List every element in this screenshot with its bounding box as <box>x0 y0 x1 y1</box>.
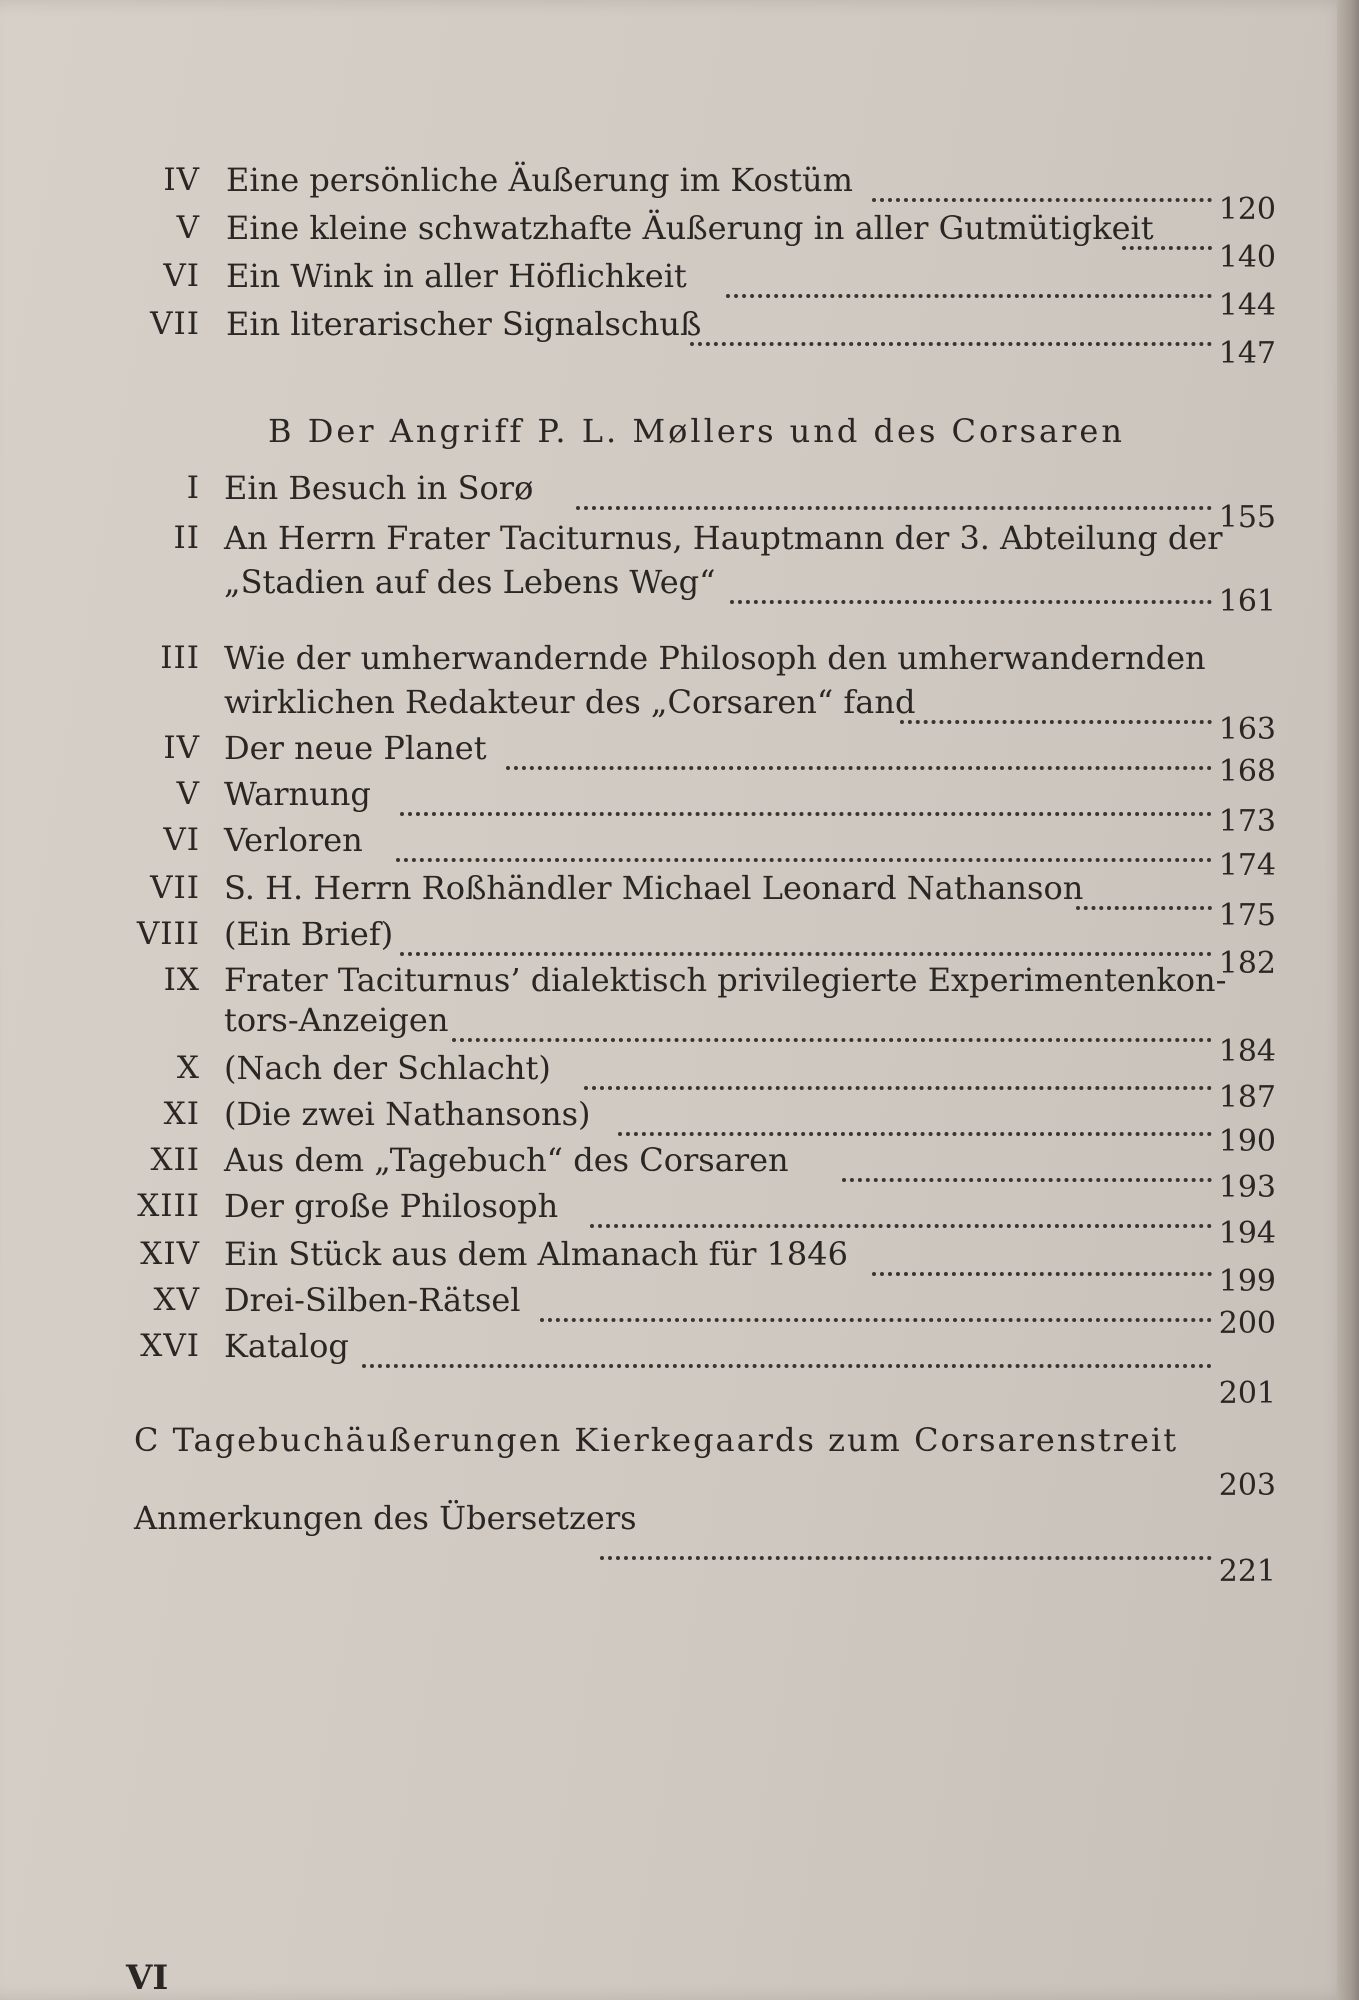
leader-dots <box>396 822 1212 862</box>
entry-title-line: An Herrn Frater Taciturnus, Hauptmann der 3. Abteilung der <box>224 519 1223 557</box>
entry-number: VII <box>150 306 200 342</box>
entry-title: Ein Stück aus dem Almanach für 1846 <box>224 1235 848 1273</box>
leader-dots <box>726 258 1212 298</box>
entry-number: V <box>176 210 200 246</box>
leader-dots <box>576 470 1212 510</box>
entry-number: IV <box>163 730 200 766</box>
entry-page: 120 <box>1218 192 1276 227</box>
toc-entry <box>0 469 1359 535</box>
entry-title: Katalog <box>224 1327 349 1365</box>
entry-page: 163 <box>1218 712 1276 747</box>
toc-entry <box>0 639 1359 747</box>
entry-title-line: tors-Anzeigen <box>224 1001 449 1039</box>
entry-number: I <box>186 470 200 506</box>
entry-number: IX <box>163 962 200 998</box>
entry-page: 190 <box>1218 1124 1276 1159</box>
leader-dots <box>540 1282 1212 1322</box>
entry-title: Warnung <box>224 775 371 813</box>
section-heading-c: C Tagebuchäußerungen Kierkegaards zum Corsarenstreit <box>134 1421 1179 1459</box>
section-heading-b: B Der Angriff P. L. Møllers und des Corsaren <box>268 412 1125 450</box>
entry-page: 203 <box>1218 1468 1276 1503</box>
entry-title: (Die zwei Nathansons) <box>224 1095 591 1133</box>
entry-title: Anmerkungen des Übersetzers <box>134 1499 637 1537</box>
leader-dots <box>1122 210 1212 250</box>
entry-number: X <box>176 1050 200 1086</box>
toc-entry-notes <box>0 1499 1359 1589</box>
leader-dots <box>900 684 1212 724</box>
leader-dots <box>872 162 1212 202</box>
entry-number: III <box>160 640 200 676</box>
entry-title-line: Frater Taciturnus’ dialektisch privilegierte Experimentenkon- <box>224 961 1227 999</box>
leader-dots <box>730 564 1212 604</box>
toc-entry <box>0 519 1359 619</box>
toc-entry <box>0 1235 1359 1299</box>
entry-number: IV <box>163 162 200 198</box>
entry-title: Eine kleine schwatzhafte Äußerung in aller Gutmütigkeit <box>226 209 1154 247</box>
entry-page: 144 <box>1218 288 1276 323</box>
entry-page: 221 <box>1218 1554 1276 1589</box>
leader-dots <box>618 1096 1212 1136</box>
toc-entry-part-c <box>0 1421 1359 1503</box>
entry-number: VII <box>150 870 200 906</box>
entry-page: 194 <box>1218 1216 1276 1251</box>
entry-number: XI <box>163 1096 200 1132</box>
leader-dots <box>400 916 1212 956</box>
entry-number: XVI <box>140 1328 200 1364</box>
entry-page: 140 <box>1218 240 1276 275</box>
entry-title: Drei-Silben-Rätsel <box>224 1281 521 1319</box>
entry-page: 175 <box>1218 898 1276 933</box>
entry-number: V <box>176 776 200 812</box>
entry-page: 174 <box>1218 848 1276 883</box>
leader-dots <box>600 1520 1212 1560</box>
entry-page: 199 <box>1218 1264 1276 1299</box>
leader-dots <box>590 1188 1212 1228</box>
leader-dots <box>872 1236 1212 1276</box>
leader-dots <box>452 1002 1212 1042</box>
entry-title: Der neue Planet <box>224 729 487 767</box>
leader-dots <box>1076 870 1212 910</box>
toc-entry <box>0 1327 1359 1411</box>
toc-entry <box>0 161 1359 227</box>
entry-title: (Nach der Schlacht) <box>224 1049 551 1087</box>
entry-page: 184 <box>1218 1034 1276 1069</box>
entry-title: Ein literarischer Signalschuß <box>226 305 702 343</box>
entry-title: Aus dem „Tagebuch“ des Corsaren <box>224 1141 789 1179</box>
entry-page: 200 <box>1218 1306 1276 1341</box>
entry-page: 168 <box>1218 754 1276 789</box>
entry-page: 182 <box>1218 946 1276 981</box>
entry-number: II <box>173 520 200 556</box>
leader-dots <box>362 1328 1212 1368</box>
toc-entry <box>0 869 1359 933</box>
entry-page: 187 <box>1218 1080 1276 1115</box>
entry-page: 155 <box>1218 500 1276 535</box>
entry-title: Der große Philosoph <box>224 1187 559 1225</box>
toc-entry <box>0 1095 1359 1159</box>
entry-page: 193 <box>1218 1170 1276 1205</box>
entry-title-line: wirklichen Redakteur des „Corsaren“ fand <box>224 683 916 721</box>
entry-number: XV <box>153 1282 200 1318</box>
toc-entry <box>0 775 1359 839</box>
leader-dots <box>584 1050 1212 1090</box>
leader-dots <box>690 306 1212 346</box>
entry-number: VIII <box>136 916 200 952</box>
entry-title-line: Wie der umherwandernde Philosoph den umherwandernden <box>224 639 1206 677</box>
entry-number: VI <box>163 822 200 858</box>
entry-title: Eine persönliche Äußerung im Kostüm <box>226 161 853 199</box>
entry-page: 173 <box>1218 804 1276 839</box>
entry-number: VI <box>163 258 200 294</box>
entry-number: XIV <box>140 1236 200 1272</box>
page-folio: VI <box>126 1958 169 1998</box>
entry-number: XIII <box>137 1188 200 1224</box>
entry-title: Verloren <box>224 821 363 859</box>
leader-dots <box>400 776 1212 816</box>
leader-dots <box>506 730 1212 770</box>
entry-page: 161 <box>1218 584 1276 619</box>
entry-title: (Ein Brief) <box>224 915 394 953</box>
leader-dots <box>842 1142 1212 1182</box>
entry-title: S. H. Herrn Roßhändler Michael Leonard Nathanson <box>224 869 1084 907</box>
entry-title-line: „Stadien auf des Lebens Weg“ <box>224 563 716 601</box>
entry-number: XII <box>150 1142 200 1178</box>
entry-title: Ein Besuch in Sorø <box>224 469 534 507</box>
entry-page: 201 <box>1218 1376 1276 1411</box>
entry-title: Ein Wink in aller Höflichkeit <box>226 257 687 295</box>
entry-page: 147 <box>1218 336 1276 371</box>
